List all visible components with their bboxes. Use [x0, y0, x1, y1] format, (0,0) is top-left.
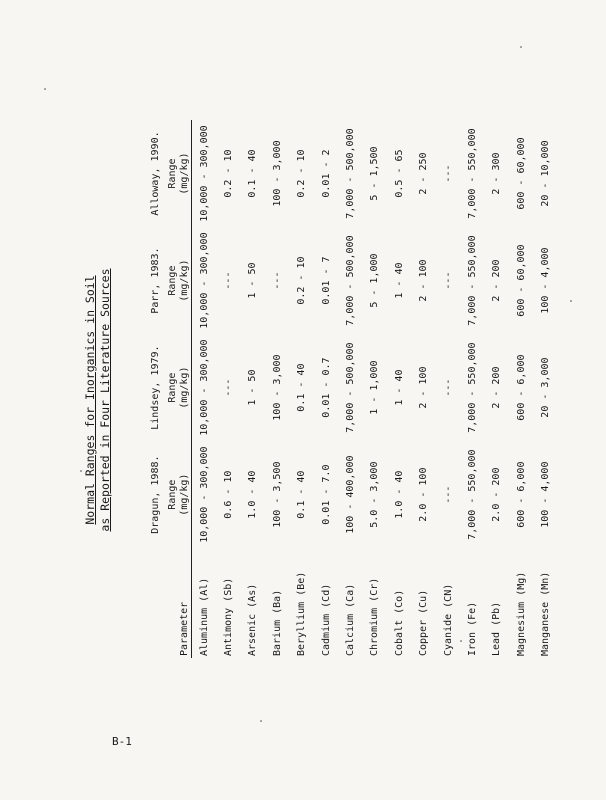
parameter-cell: Aluminum (Al): [198, 577, 210, 656]
parameter-cell: Manganese (Mn): [540, 571, 552, 656]
range-cell: 600 - 60,000: [515, 137, 527, 210]
table-row: [216, 120, 240, 658]
range-cell: 7,000 - 500,000: [345, 128, 357, 219]
parameter-cell: Chromium (Cr): [369, 577, 381, 656]
range-cell: 100 - 400,000: [345, 455, 357, 534]
parameter-cell: Calcium (Ca): [345, 583, 357, 656]
scan-speck: [520, 46, 522, 48]
range-cell: 2 - 100: [418, 259, 430, 302]
table-body: [192, 120, 558, 658]
range-cell: 20 - 10,000: [540, 140, 552, 207]
range-cell: 0.5 - 65: [393, 149, 405, 198]
range-cell: 20 - 3,000: [540, 357, 552, 418]
table-row: [485, 120, 509, 658]
parameter-cell: Cadmium (Cd): [320, 583, 332, 656]
source-name: Alloway, 1990.: [150, 131, 161, 216]
blank-header: [135, 548, 161, 658]
parameter-cell: Cobalt (Co): [393, 589, 405, 656]
range-cell: 2 - 200: [491, 259, 503, 302]
range-cell: 7,000 - 500,000: [345, 235, 357, 326]
scan-speck: [260, 720, 262, 722]
range-cell: 1 - 50: [247, 369, 259, 406]
parameter-cell: Iron (Fe): [466, 601, 478, 656]
parameter-cell: Cyanide (CN): [442, 583, 454, 656]
range-cell: 1.0 - 40: [393, 470, 405, 519]
inorganics-table: [135, 120, 558, 658]
range-cell: 600 - 6,000: [515, 354, 527, 421]
range-cell: 7,000 - 550,000: [466, 128, 478, 219]
source-name: Lindsey, 1979.: [150, 345, 161, 430]
range-cell: 0.2 - 10: [223, 149, 235, 198]
range-cell: 100 - 3,500: [271, 461, 283, 528]
range-cell: 2 - 300: [491, 152, 503, 195]
range-cell: 600 - 6,000: [515, 461, 527, 528]
table-row: [314, 120, 338, 658]
range-cell: ---: [223, 378, 235, 397]
scan-speck: [460, 640, 462, 642]
table-row: [387, 120, 411, 658]
table-row: [436, 120, 460, 658]
table-row: [192, 120, 217, 658]
range-cell: 0.01 - 7.0: [320, 464, 332, 525]
page-number: B-1: [112, 735, 132, 748]
range-cell: 7,000 - 550,000: [466, 235, 478, 326]
source-header-row: [135, 120, 161, 658]
range-unit-header: Range (mg/kg): [161, 334, 192, 441]
range-cell: 0.1 - 40: [247, 149, 259, 198]
range-cell: 2 - 100: [418, 366, 430, 409]
range-cell: 100 - 4,000: [540, 461, 552, 528]
range-cell: 2.0 - 200: [491, 467, 503, 522]
table-row: [460, 120, 484, 658]
range-cell: 5 - 1,000: [369, 253, 381, 308]
range-cell: 1 - 40: [393, 369, 405, 406]
range-cell: 0.01 - 2: [320, 149, 332, 198]
unit-header-row: [161, 120, 192, 658]
table-row: [412, 120, 436, 658]
range-cell: 7,000 - 550,000: [466, 342, 478, 433]
scan-speck: [44, 88, 46, 90]
parameter-cell: Copper (Cu): [418, 589, 430, 656]
range-cell: 7,000 - 550,000: [466, 449, 478, 540]
parameter-cell: Antimony (Sb): [223, 577, 235, 656]
range-cell: 2 - 250: [418, 152, 430, 195]
range-cell: 10,000 - 300,000: [198, 232, 210, 329]
table-row: [363, 120, 387, 658]
range-cell: 100 - 3,000: [271, 140, 283, 207]
title-line-2: as Reported in Four Literature Sources: [98, 268, 112, 532]
source-name: Parr, 1983.: [150, 247, 161, 314]
range-unit-header: Range (mg/kg): [161, 441, 192, 548]
title-line-1: Normal Ranges for Inorganics in Soil: [83, 275, 97, 525]
table-row: [338, 120, 362, 658]
table-row: [290, 120, 314, 658]
range-cell: 10,000 - 300,000: [198, 446, 210, 543]
table-row: [241, 120, 265, 658]
range-cell: 600 - 60,000: [515, 244, 527, 317]
range-unit-header: Range (mg/kg): [161, 227, 192, 334]
range-cell: 0.01 - 7: [320, 256, 332, 305]
range-cell: 0.6 - 10: [223, 470, 235, 519]
range-cell: 100 - 3,000: [271, 354, 283, 421]
document-title: [83, 120, 113, 680]
range-cell: 1 - 1,000: [369, 360, 381, 415]
range-cell: 0.2 - 10: [296, 256, 308, 305]
range-cell: 0.1 - 40: [296, 363, 308, 412]
table-row: [509, 120, 533, 658]
range-cell: 5 - 1,500: [369, 146, 381, 201]
range-cell: ---: [442, 485, 454, 504]
scan-speck: [570, 300, 572, 302]
range-cell: ---: [223, 271, 235, 290]
range-cell: 2.0 - 100: [418, 467, 430, 522]
table-row: [533, 120, 557, 658]
range-cell: ---: [442, 378, 454, 397]
range-cell: 1.0 - 40: [247, 470, 259, 519]
rotated-page-content: [83, 120, 552, 680]
range-cell: 0.1 - 40: [296, 470, 308, 519]
range-cell: ---: [271, 271, 283, 290]
range-cell: 0.01 - 0.7: [320, 357, 332, 418]
parameter-cell: Arsenic (As): [247, 583, 259, 656]
parameter-cell: Lead (Pb): [491, 601, 503, 656]
parameter-header: Parameter: [161, 548, 192, 658]
range-cell: 0.2 - 10: [296, 149, 308, 198]
range-cell: 1 - 40: [393, 262, 405, 299]
range-cell: ---: [442, 164, 454, 183]
range-cell: 7,000 - 500,000: [345, 342, 357, 433]
table-row: [265, 120, 289, 658]
source-name: Dragun, 1988.: [150, 455, 161, 534]
parameter-cell: Magnesium (Mg): [515, 571, 527, 656]
range-unit-header: Range (mg/kg): [161, 120, 192, 227]
range-cell: 10,000 - 300,000: [198, 125, 210, 222]
range-cell: 100 - 4,000: [540, 247, 552, 314]
range-cell: 2 - 200: [491, 366, 503, 409]
range-cell: 10,000 - 300,000: [198, 339, 210, 436]
range-cell: 1 - 50: [247, 262, 259, 299]
parameter-cell: Beryllium (Be): [296, 571, 308, 656]
scan-speck: [80, 470, 82, 472]
range-cell: ---: [442, 271, 454, 290]
range-cell: 5.0 - 3,000: [369, 461, 381, 528]
parameter-cell: Barium (Ba): [271, 589, 283, 656]
